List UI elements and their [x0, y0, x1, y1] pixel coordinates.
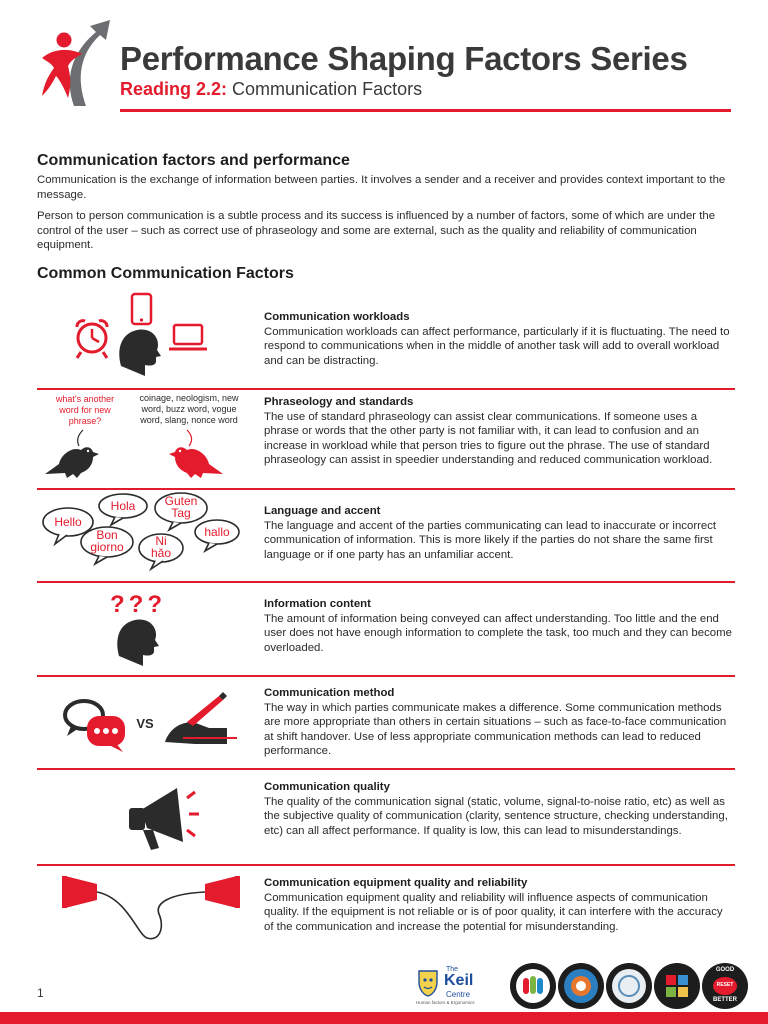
vs-label: VS: [136, 716, 154, 731]
reading-label: Reading 2.2:: [120, 79, 228, 99]
greeting-guten: Guten: [164, 494, 198, 508]
factor-divider: [37, 388, 735, 390]
greeting-giorno: giorno: [90, 540, 124, 554]
cycle-badge-icon: [558, 963, 604, 1009]
factor-body: The amount of information being conveyed can affect understanding. Too little and the end user does not have enough information to complete the task, too much and they can become overloaded.: [264, 612, 732, 654]
factor-title: Communication equipment quality and reliability: [264, 877, 528, 889]
question-marks: ???: [110, 591, 166, 618]
factor-row-method: [37, 678, 735, 766]
page-title: Performance Shaping Factors Series: [120, 40, 688, 77]
factor-row-quality: [37, 772, 735, 862]
brand-logo-icon: [34, 18, 112, 110]
greeting-hao: hǎo: [150, 546, 172, 560]
keil-mask-icon: [416, 968, 440, 998]
factor-row-information: [37, 584, 735, 670]
factor-row-equipment: [37, 868, 735, 958]
grid-badge-icon: [654, 963, 700, 1009]
keil-small-text: The: [446, 966, 459, 973]
factor-body: The quality of the communication signal (static, volume, signal-to-noise ratio, etc) as well as the subjective quality of communication (clarity, sentence structure, checking understanding, etc) can all affect performance. If quality is low, this can lead to misunderstandings.: [264, 795, 728, 837]
greeting-hola: Hola: [110, 499, 136, 513]
keil-centre-logo: [416, 966, 500, 1008]
factor-title: Communication method: [264, 687, 395, 699]
seal-badge-icon: [606, 963, 652, 1009]
factor-title: Phraseology and standards: [264, 396, 414, 408]
chat-vs-writing-icon: [37, 678, 265, 764]
factor-body: The use of standard phraseology can assist clear communications. If someone uses a phrase or words that the other party is not familiar with, it can lead to confusion and an increase in workload while that person tries to figure out the phrase. The use of standard phraseology can assist in speedier understanding and reduced communication workload.: [264, 410, 713, 466]
birds-illustration: [37, 426, 265, 484]
reading-title: Communication Factors: [232, 79, 423, 99]
keil-name: Keil: [444, 972, 474, 989]
page-subtitle: [120, 79, 422, 100]
factor-title: Communication quality: [264, 781, 390, 793]
factor-body: The way in which parties communicate makes a difference. Some communication methods are more appropriate than others in certain situations – such as face-to-face communication at shift handover. Use of less appropriate communication methods can lead to reduced performance.: [264, 701, 727, 757]
factor-divider: [37, 581, 735, 583]
megaphone-icon: [37, 772, 265, 860]
factor-body: Communication workloads can affect performance, particularly if it is fluctuating. The need to respond to communications when in the middle of another task will add to overall workload and can be distracting.: [264, 325, 730, 367]
good-better-reset-badge-icon: GOOD RESET BETTER: [702, 963, 748, 1009]
intro-paragraph: Person to person communication is a subtle process and its success is influenced by a number of factors, some of which are under the control of the user – such as correct use of phraseology and some are external, such as the quality and reliability of communication equipment.: [37, 210, 716, 251]
bird-question-text: what's another word for new phrase?: [55, 394, 115, 426]
keil-centre-text: Centre: [446, 990, 471, 999]
greeting-tag: Tag: [171, 506, 191, 520]
factor-row-phraseology: [37, 392, 735, 484]
section-heading: Communication factors and performance: [37, 152, 350, 169]
factor-row-workloads: [37, 292, 735, 384]
factor-title: Information content: [264, 598, 371, 610]
footer-bar: [0, 1012, 768, 1024]
factor-divider: [37, 675, 735, 677]
factor-title: Language and accent: [264, 505, 381, 517]
intro-paragraph: Communication is the exchange of information between parties. It involves a sender and a receiver and provides context important to the message.: [37, 174, 726, 201]
greeting-hallo: hallo: [204, 525, 230, 539]
factor-title: Communication workloads: [264, 311, 410, 323]
tin-can-phone-icon: [37, 868, 265, 956]
greeting-ni: Ni: [155, 534, 167, 548]
confused-head-icon: [37, 584, 265, 668]
people-badge-icon: [510, 963, 556, 1009]
factor-divider: [37, 768, 735, 770]
factor-body: Communication equipment quality and reliability will influence aspects of communication quality. If the equipment is not reliable or is of poor quality, it can interfere with the accuracy of the communication and increase the potential for misunderstanding.: [264, 891, 723, 933]
keil-tagline: Human factors & Ergonomics: [416, 1000, 475, 1005]
section-heading: Common Communication Factors: [37, 265, 294, 282]
header-divider: [120, 109, 731, 112]
factor-divider: [37, 864, 735, 866]
bird-answer-text: coinage, neologism, new word, buzz word, vogue word, slang, nonce word: [139, 393, 239, 425]
greeting-hello: Hello: [54, 515, 82, 529]
factor-row-language: [37, 492, 735, 578]
speech-bubbles-icon: [37, 492, 265, 576]
head-clock-phone-laptop-icon: [37, 292, 265, 382]
greeting-bon: Bon: [96, 528, 118, 542]
page-number: 1: [37, 986, 44, 1000]
factor-body: The language and accent of the parties communicating can lead to inaccurate or incorrect communication of information. This is more likely if the parties do not share the same first language or if one party has an unfamiliar accent.: [264, 519, 717, 561]
two-birds-icon: [37, 392, 265, 484]
factor-divider: [37, 488, 735, 490]
